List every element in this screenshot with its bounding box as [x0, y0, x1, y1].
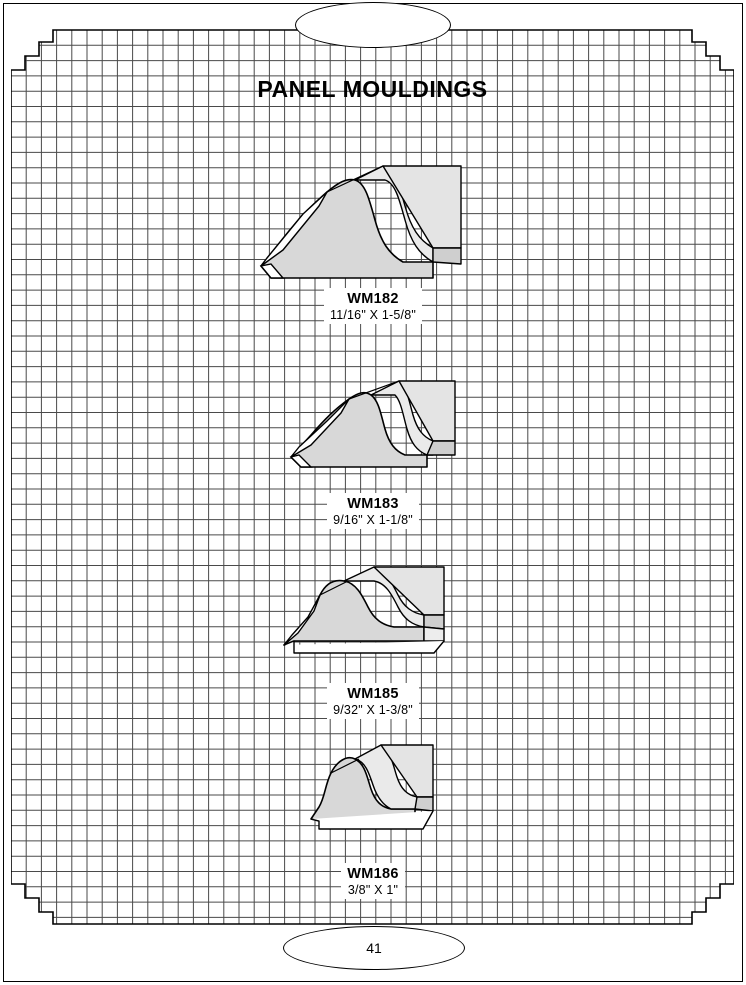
moulding-profile-drawing	[163, 733, 583, 863]
grid-sheet	[11, 18, 734, 936]
page-title: PANEL MOULDINGS	[257, 76, 488, 102]
moulding-dimensions: 11/16" X 1-5/8"	[329, 308, 416, 322]
page-number-badge	[283, 926, 465, 970]
moulding-profile-drawing	[163, 553, 583, 683]
moulding-entry	[163, 363, 583, 529]
moulding-profile-drawing	[163, 158, 583, 288]
moulding-dimensions: 9/16" X 1-1/8"	[333, 513, 413, 527]
moulding-code: WM186	[347, 866, 399, 882]
moulding-code: WM183	[347, 496, 399, 512]
moulding-entry	[163, 733, 583, 899]
moulding-dimensions: 9/32" X 1-3/8"	[333, 703, 413, 717]
moulding-entry	[163, 553, 583, 719]
header-ellipse	[295, 2, 451, 48]
moulding-code: WM185	[347, 686, 399, 702]
moulding-dimensions: 3/8" X 1"	[347, 883, 399, 897]
moulding-profile-drawing	[163, 363, 583, 493]
page-number: 41	[366, 940, 382, 956]
moulding-code: WM182	[347, 291, 399, 307]
moulding-entry	[163, 158, 583, 324]
